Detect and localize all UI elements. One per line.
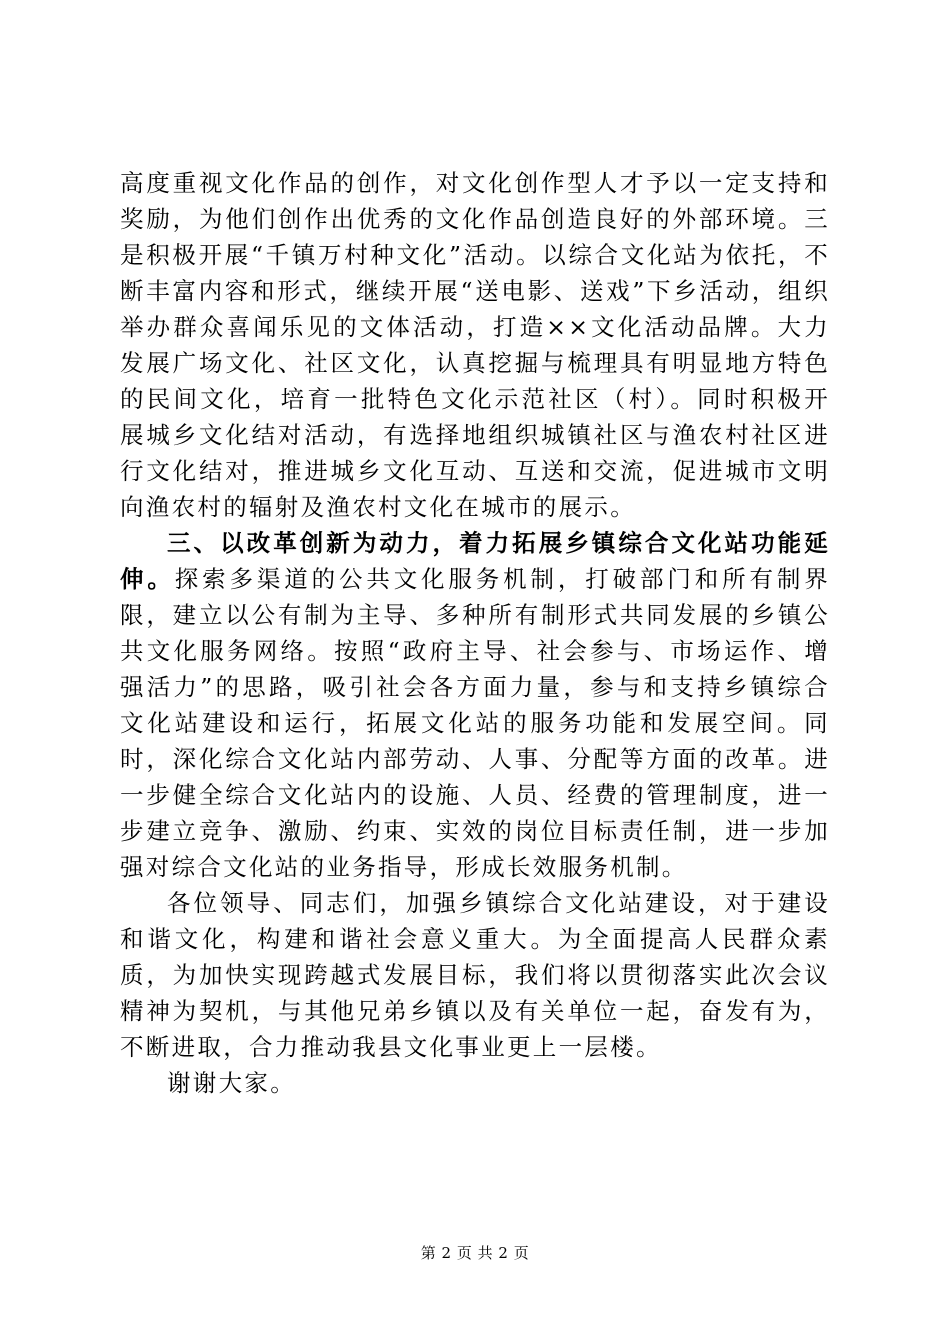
paragraph-3 — [120, 885, 830, 1065]
section-heading-3: 三、以改革创新为动力，着力拓展乡镇综合文化站功能延伸。 — [120, 529, 830, 593]
page-footer — [0, 1243, 950, 1263]
closing-thanks: 谢谢大家。 — [167, 1069, 296, 1097]
paragraph-1-text: 高度重视文化作品的创作，对文化创作型人才予以一定支持和奖励，为他们创作出优秀的文化作品创造良好的外部环境。三是积极开展“千镇万村种文化”活动。以综合文化站为依托，不断丰富内容和形式，继续开展“送电影、送戏”下乡活动，组织举办群众喜闻乐见的文体活动，打造××文化活动品牌。大力发展广场文化、社区文化，认真挖掘与梳理具有明显地方特色的民间文化，培育一批特色文化示范社区（村）。同时积极开展城乡文化结对活动，有选择地组织城镇社区与渔农村社区进行文化结对，推进城乡文化互动、互送和交流，促进城市文明向渔农村的辐射及渔农村文化在城市的展示。 — [120, 169, 830, 521]
paragraph-1 — [120, 165, 830, 525]
page-number-label: 第 2 页 共 2 页 — [420, 1244, 530, 1262]
paragraph-3-text: 各位领导、同志们，加强乡镇综合文化站建设，对于建设和谐文化，构建和谐社会意义重大。为全面提高人民群众素质，为加快实现跨越式发展目标，我们将以贯彻落实此次会议精神为契机，与其他兄弟乡镇以及有关单位一起，奋发有为，不断进取，合力推动我县文化事业更上一层楼。 — [120, 889, 830, 1061]
paragraph-2 — [120, 525, 830, 885]
document-body — [120, 165, 830, 1101]
paragraph-2-text: 探索多渠道的公共文化服务机制，打破部门和所有制界限，建立以公有制为主导、多种所有制形式共同发展的乡镇公共文化服务网络。按照“政府主导、社会参与、市场运作、增强活力”的思路，吸引社会各方面力量，参与和支持乡镇综合文化站建设和运行，拓展文化站的服务功能和发展空间。同时，深化综合文化站内部劳动、人事、分配等方面的改革。进一步健全综合文化站内的设施、人员、经费的管理制度，进一步建立竞争、激励、约束、实效的岗位目标责任制，进一步加强对综合文化站的业务指导，形成长效服务机制。 — [120, 565, 831, 881]
paragraph-4 — [120, 1065, 830, 1101]
